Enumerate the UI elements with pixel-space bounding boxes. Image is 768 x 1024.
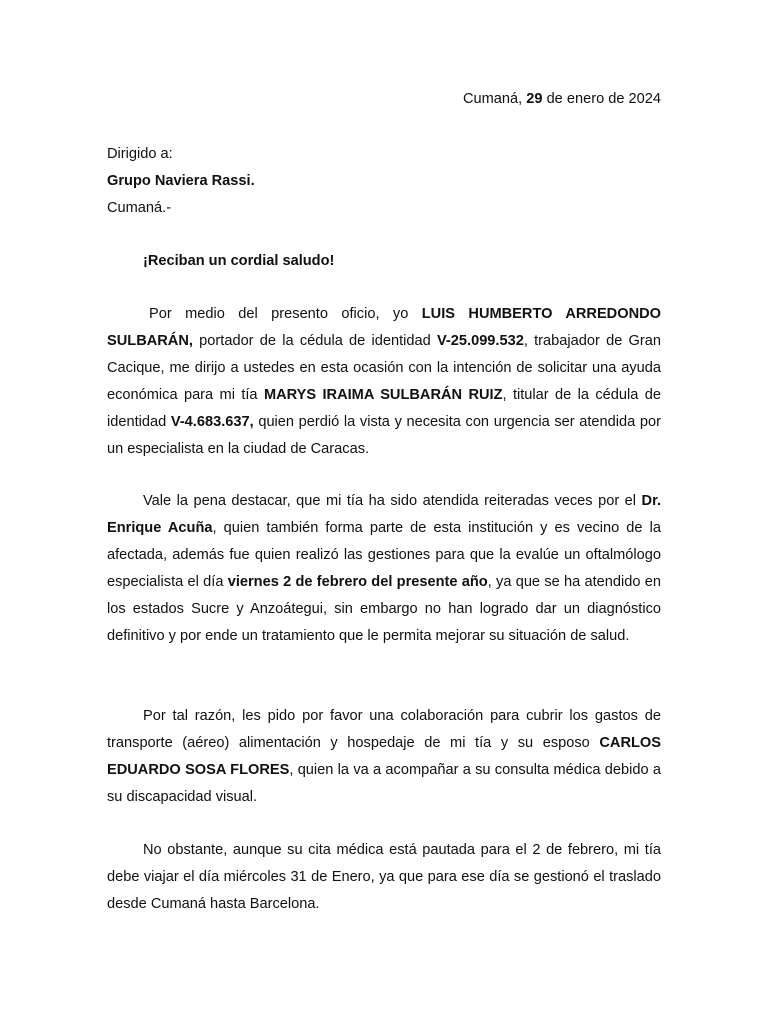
recipient-company: Grupo Naviera Rassi.	[107, 173, 255, 189]
p2-text-1: Vale la pena destacar, que mi tía ha sido atendida reiteradas veces por el	[143, 493, 642, 509]
p1-text-2: portador de la cédula de identidad	[192, 333, 437, 349]
paragraph-4: No obstante, aunque su cita médica está pautada para el 2 de febrero, mi tía debe viajar el día miércoles 31 de Enero, ya que para ese día se gestionó el traslado desde Cumaná hasta Barcelona.	[107, 842, 661, 912]
recipient-city: Cumaná.-	[107, 200, 172, 216]
p1-text-4: , titular de la cédula de identidad	[107, 387, 661, 430]
p1-worker-name: LUIS HUMBERTO ARREDONDO SULBARÁN,	[107, 306, 661, 349]
p1-worker-id: V-25.099.532	[437, 333, 524, 349]
p2-text-3: , ya que se ha atendido en los estados Sucre y Anzoátegui, sin embargo no han logrado dar un diagnóstico definitivo y por ende un tratamiento que le permita mejorar su situación de salud.	[107, 574, 661, 644]
date-city: Cumaná,	[463, 91, 527, 107]
p1-text-1: Por medio del presento oficio, yo	[149, 306, 422, 322]
paragraph-3	[107, 703, 661, 811]
greeting: ¡Reciban un cordial saludo!	[143, 253, 335, 269]
recipient-intro: Dirigido a:	[107, 146, 173, 162]
p3-text-2: , quien la va a acompañar a su consulta médica debido a su discapacidad visual.	[107, 762, 661, 805]
p3-text-1: Por tal razón, les pido por favor una colaboración para cubrir los gastos de transporte (aéreo) alimentación y hospedaje de mi tía y su esposo	[107, 708, 661, 751]
p1-aunt-name: MARYS IRAIMA SULBARÁN RUIZ	[263, 387, 503, 403]
paragraph-1	[107, 301, 661, 463]
p1-text-3: , trabajador de Gran Cacique, me dirijo a ustedes en esta ocasión con la intención de solicitar una ayuda económica para mi tía	[107, 333, 661, 403]
p1-aunt-id: V-4.683.637,	[170, 414, 254, 430]
p2-appointment: viernes 2 de febrero del presente año	[227, 574, 488, 590]
p3-husband-name: CARLOS EDUARDO SOSA FLORES	[107, 735, 661, 778]
p2-text-2: , quien también forma parte de esta institución y es vecino de la afectada, además fue quien realizó las gestiones para que la evalúe un oftalmólogo especialista el día	[107, 520, 661, 590]
p1-text-5: quien perdió la vista y necesita con urgencia ser atendida por un especialista en la ciudad de Caracas.	[107, 414, 661, 457]
letter-date	[463, 91, 661, 107]
p2-doctor-name: Dr. Enrique Acuña	[107, 493, 661, 536]
date-day: 29	[526, 91, 543, 107]
paragraph-2	[107, 488, 661, 650]
date-rest: de enero de 2024	[542, 91, 661, 107]
